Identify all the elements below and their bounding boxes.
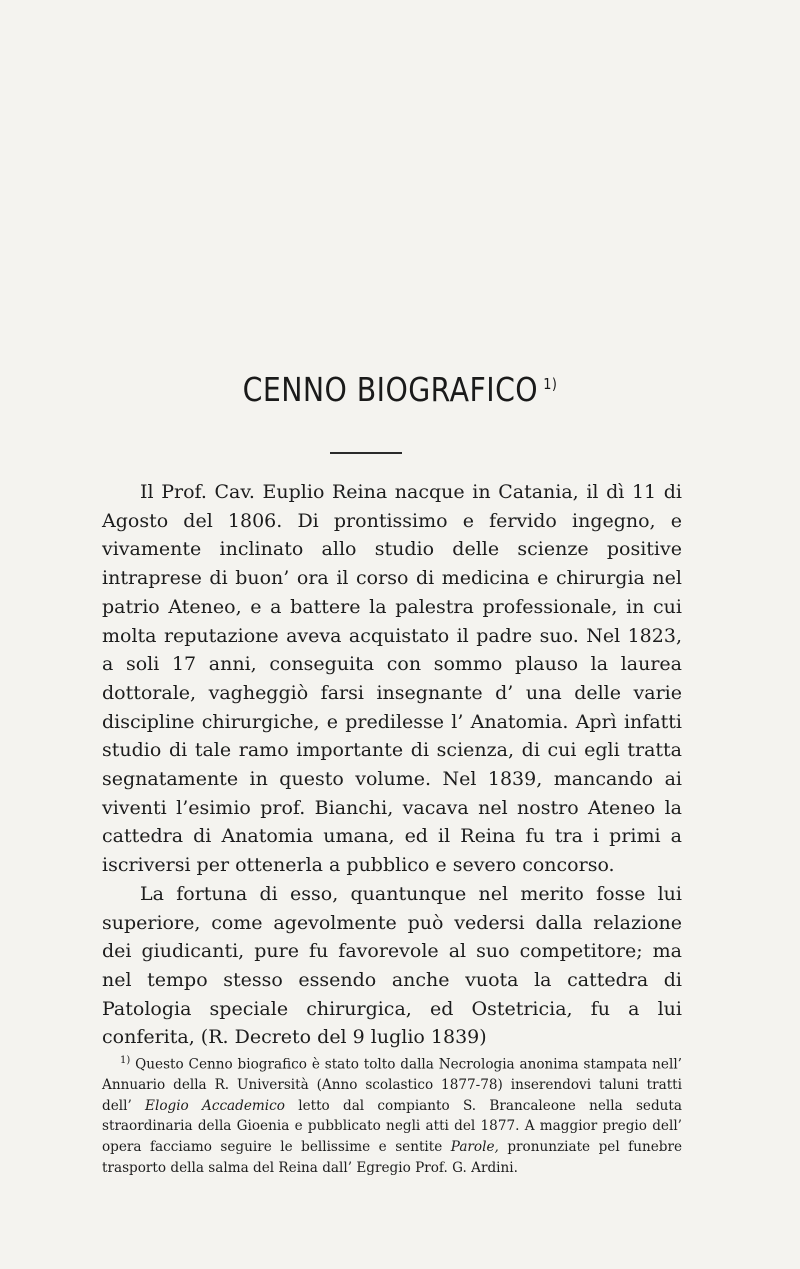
title-text: CENNO BIOGRAFICO — [242, 370, 539, 409]
page-title — [56, 370, 744, 409]
footnote-text-after: pronunziate pel funebre trasporto della salma del Reina dall’ Egregio Prof. G. Ardini. — [102, 1138, 682, 1176]
footnote-marker: 1) — [120, 1055, 131, 1066]
paragraph: Il Prof. Cav. Euplio Reina nacque in Catania, il dì 11 di Agosto del 1806. Di prontissimo e fervido ingegno, e vivamente inclinato allo studio delle scienze positive intraprese di buon’ ora il corso di medicina e chirurgia nel patrio Ateneo, e a battere la palestra professionale, in cui molta reputazione aveva acquistato il padre suo. Nel 1823, a soli 17 anni, conseguita con sommo plauso la laurea dottorale, vagheggiò farsi insegnante d’ una delle varie discipline chirurgiche, e predilesse l’ Anatomia. Aprì infatti studio di tale ramo importante di scienza, di cui egli tratta segnatamente in questo volume. Nel 1839, mancando ai viventi l’esimio prof. Bianchi, vacava nel nostro Ateneo la cattedra di Anatomia umana, ed il Reina fu tra i primi a iscriversi per ottenerla a pubblico e severo concorso. — [102, 481, 682, 877]
body-text — [102, 478, 682, 1052]
footnote-text-before: Questo Cenno biografico è stato tolto dalla Necrologia anonima stampata nell’ Annuario della R. Università (Anno scolastico 1877-78) inserendovi taluni tratti dell’ — [102, 1056, 682, 1114]
footnote — [102, 1051, 682, 1178]
footnote-italic-title: Elogio Accademico — [145, 1097, 285, 1114]
footnote-text-middle: letto dal compianto S. Brancaleone nella seduta straordinaria della Gioenia e pubblicato negli atti del 1877. A maggior pregio dell’ opera facciamo seguire le bellissime e sentite — [102, 1097, 682, 1155]
footnote-italic-word: Parole, — [450, 1138, 499, 1155]
paragraph: La fortuna di esso, quantunque nel merito fosse lui superiore, come agevolmente può vedersi dalla relazione dei giudicanti, pure fu favorevole al suo competitore; ma nel tempo stesso essendo anche vuota la cattedra di Patologia speciale chirurgica, ed Ostetricia, fu a lui conferita, (R. Decreto del 9 luglio 1839) — [102, 882, 682, 1049]
title-divider — [330, 452, 402, 454]
title-footnote-marker: 1) — [543, 375, 558, 393]
footnote-paragraph — [102, 1051, 682, 1178]
